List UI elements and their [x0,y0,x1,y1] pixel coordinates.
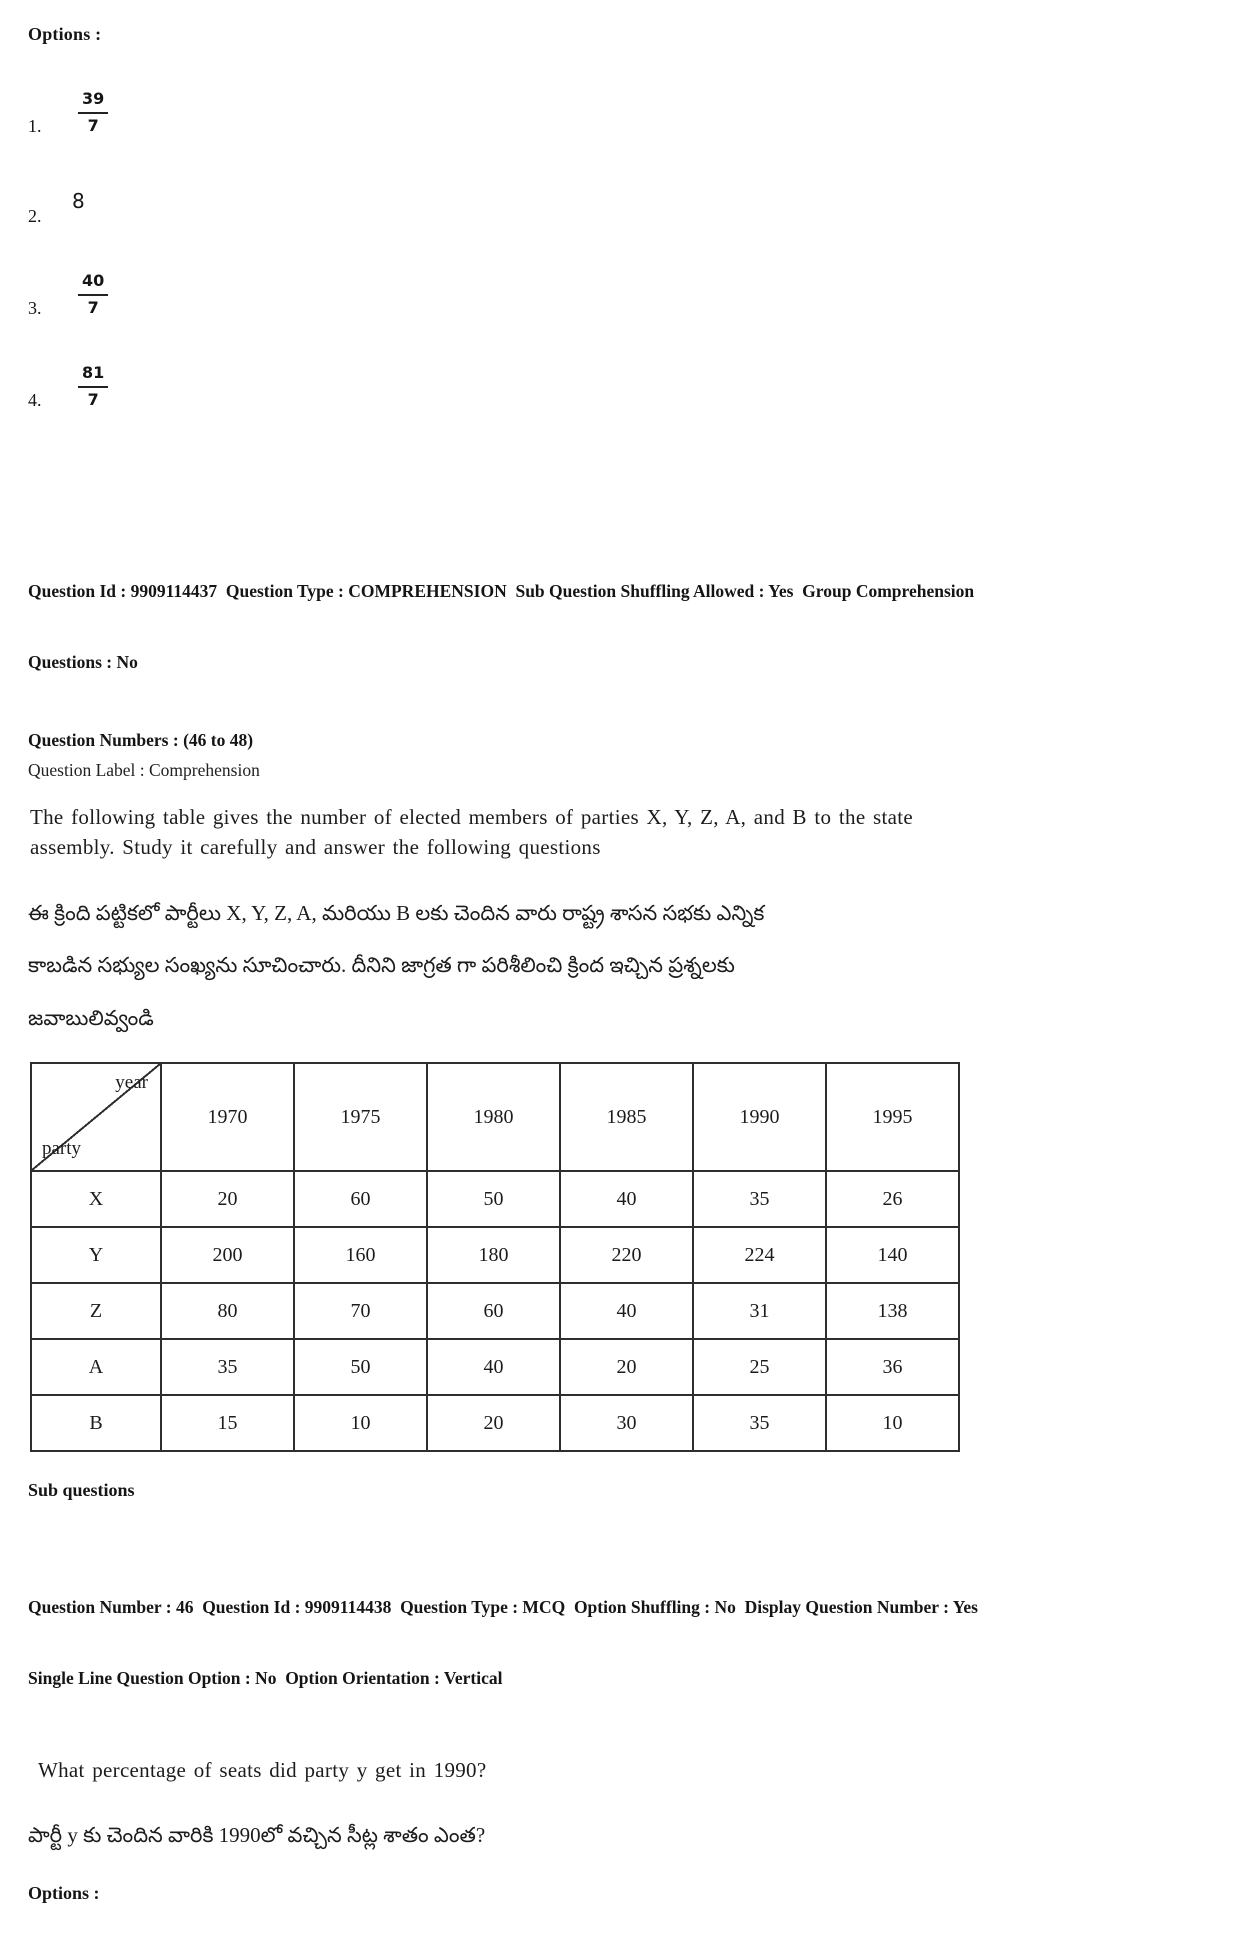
value-cell: 70 [294,1283,427,1339]
question46-meta [28,1549,1210,1738]
corner-year-label: year [115,1072,148,1094]
intro-paragraph-en: The following table gives the number of elected members of parties X, Y, Z, A, and B to the state assembly. Study it carefully and answer the following questions [30,805,913,859]
value-cell: 200 [161,1227,294,1283]
value-cell: 36 [826,1339,959,1395]
table-header-row [31,1063,959,1171]
value-cell: 30 [560,1395,693,1451]
fraction-numerator: 40 [78,271,108,296]
fraction-denominator: 7 [87,390,99,410]
question46-text-te: పార్టీ y కు చెందిన వారికి 1990లో వచ్చిన సీట్ల శాతం ఎంత? [28,1823,486,1848]
sub-questions-heading: Sub questions [28,1480,135,1501]
value-cell: 31 [693,1283,826,1339]
party-cell: A [31,1339,161,1395]
question46-text-en: What percentage of seats did party y get in 1990? [38,1758,487,1783]
question46-meta-line-2: Single Line Question Option : No Option Orientation : Vertical [28,1668,503,1689]
party-cell: B [31,1395,161,1451]
corner-party-label: party [42,1138,82,1160]
year-header-cell: 1980 [427,1063,560,1171]
value-cell: 15 [161,1395,294,1451]
value-cell: 20 [161,1171,294,1227]
options-heading-top: Options : [28,24,102,44]
value-cell: 140 [826,1227,959,1283]
table-row [31,1227,959,1283]
table-row [31,1171,959,1227]
value-cell: 180 [427,1227,560,1283]
option-3 [22,257,1210,319]
value-cell: 40 [560,1171,693,1227]
party-cell: Y [31,1227,161,1283]
question46-meta-line-1: Question Number : 46 Question Id : 9909114438 Question Type : MCQ Option Shuffling : No Display Question Number : Yes [28,1597,978,1618]
value-cell: 10 [826,1395,959,1451]
value-cell: 40 [427,1339,560,1395]
option-4-fraction [78,363,108,411]
value-cell: 224 [693,1227,826,1283]
comprehension-meta-line-1: Question Id : 9909114437 Question Type : COMPREHENSION Sub Question Shuffling Allowed : Yes Group Comprehension [28,581,975,602]
year-header-cell: 1975 [294,1063,427,1171]
option-2 [22,185,1210,227]
value-cell: 20 [560,1339,693,1395]
value-cell: 50 [294,1339,427,1395]
party-cell: X [31,1171,161,1227]
telugu-line-3: జవాబులివ్వండి [28,1005,154,1030]
party-cell: Z [31,1283,161,1339]
value-cell: 220 [560,1227,693,1283]
fraction-denominator: 7 [87,298,99,318]
option-3-number: 3. [28,298,42,318]
option-1-fraction [78,89,108,137]
value-cell: 60 [427,1283,560,1339]
comprehension-question-meta [28,533,1210,722]
value-cell: 25 [693,1339,826,1395]
telugu-line-2: కాబడిన సభ్యుల సంఖ్యను సూచించారు. దీనిని జాగ్రత గా పరిశీలించి క్రింద ఇచ్చిన ప్రశ్నలకు [28,953,735,978]
table-row [31,1339,959,1395]
telugu-line-1: ఈ క్రింది పట్టికలో పార్టీలు X, Y, Z, A, మరియు B లకు చెందిన వారు రాష్ట్ర శాసన సభకు ఎన్నిక [28,900,765,925]
value-cell: 35 [693,1171,826,1227]
value-cell: 35 [693,1395,826,1451]
value-cell: 20 [427,1395,560,1451]
value-cell: 26 [826,1171,959,1227]
option-4 [22,349,1210,411]
value-cell: 50 [427,1171,560,1227]
value-cell: 40 [560,1283,693,1339]
table-row [31,1283,959,1339]
intro-paragraph-te [28,887,1210,1045]
corner-cell [31,1063,161,1171]
option-1 [22,75,1210,137]
question-label: Question Label : Comprehension [28,760,260,780]
option-2-number: 2. [28,206,42,226]
question-numbers: Question Numbers : (46 to 48) [28,730,254,750]
fraction-denominator: 7 [87,116,99,136]
fraction-numerator: 81 [78,363,108,388]
year-header-cell: 1970 [161,1063,294,1171]
options-heading-bottom: Options : [28,1883,100,1904]
value-cell: 138 [826,1283,959,1339]
option-2-value: 8 [72,189,85,213]
option-4-number: 4. [28,390,42,410]
year-header-cell: 1995 [826,1063,959,1171]
value-cell: 35 [161,1339,294,1395]
value-cell: 160 [294,1227,427,1283]
options-list [28,75,1210,411]
elected-members-table [30,1062,960,1452]
fraction-numerator: 39 [78,89,108,114]
option-1-number: 1. [28,116,42,136]
value-cell: 60 [294,1171,427,1227]
option-3-fraction [78,271,108,319]
year-header-cell: 1990 [693,1063,826,1171]
value-cell: 80 [161,1283,294,1339]
year-header-cell: 1985 [560,1063,693,1171]
table-row [31,1395,959,1451]
comprehension-meta-line-2: Questions : No [28,652,138,673]
value-cell: 10 [294,1395,427,1451]
